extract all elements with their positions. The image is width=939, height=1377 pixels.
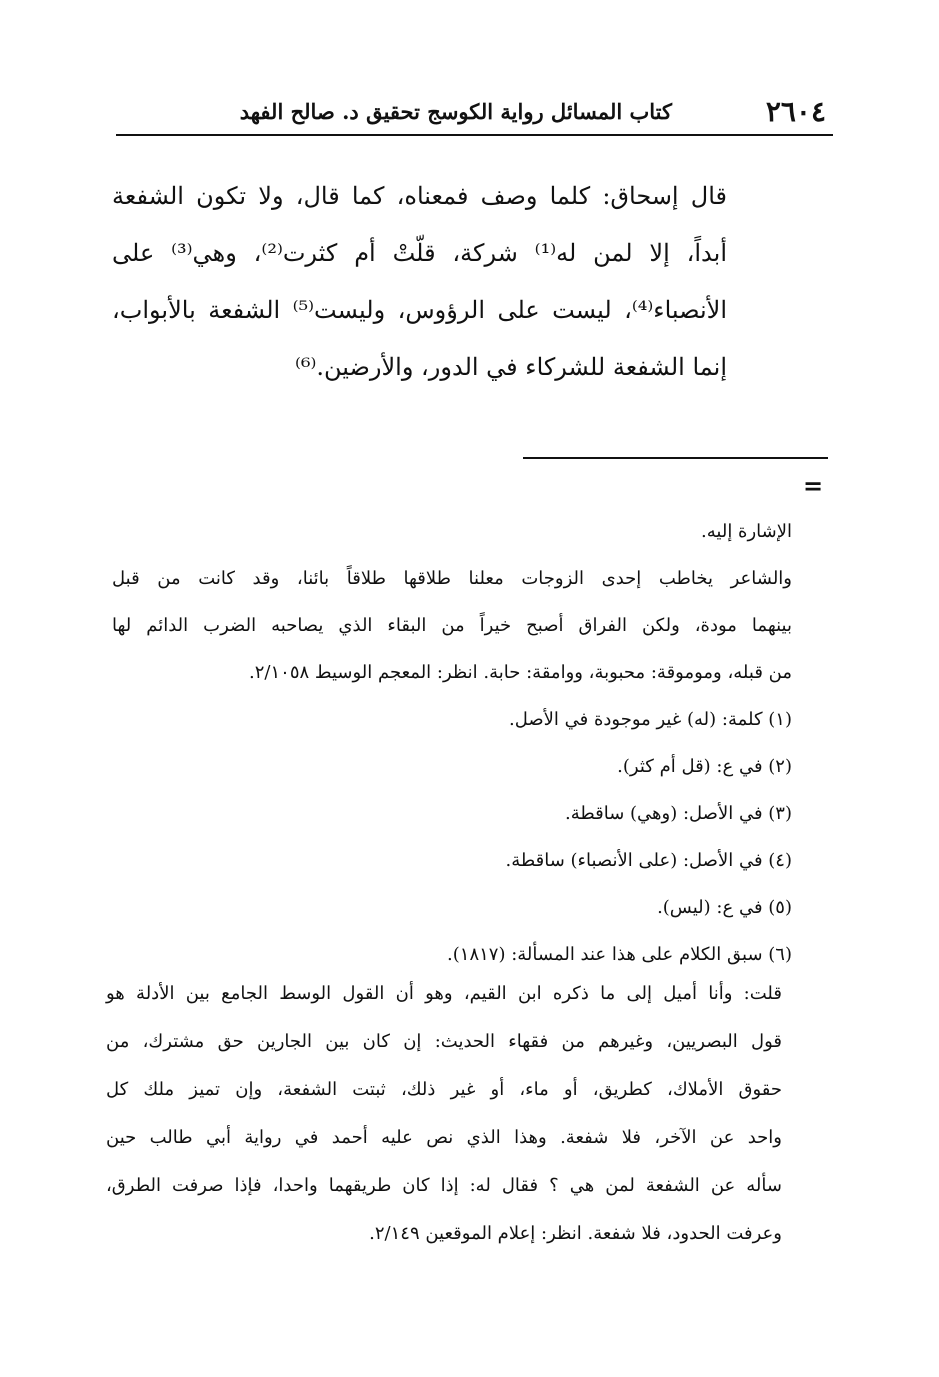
footnote-continued-line: بينهما مودة، ولكن الفراق أصبح خيراً من البقاء الذي يصاحبه الضرب الدائم لها — [112, 615, 792, 636]
main-text-line: أبداً، إلا لمن له⁽¹⁾ شركة، قلّتْ أم كثرت⁽²⁾، وهي⁽³⁾ على — [112, 239, 728, 267]
footnote-6: (٦) سبق الكلام على هذا عند المسألة: (١٨١٧). — [447, 944, 792, 965]
footnote-continuation-mark: = — [803, 472, 824, 500]
page-header — [116, 92, 832, 132]
commentary-line: وعرفت الحدود، فلا شفعة. انظر: إعلام الموقعين ٢/١٤٩. — [369, 1223, 782, 1244]
footnote-continued-line: الإشارة إليه. — [701, 521, 792, 542]
commentary-line: واحد عن الآخر، فلا شفعة. وهذا الذي نص عليه أحمد في رواية أبي طالب حين — [106, 1127, 782, 1148]
page-number: ٢٦٠٤ — [765, 95, 826, 128]
main-text-line: قال إسحاق: كلما وصف فمعناه، كما قال، ولا تكون الشفعة — [112, 182, 727, 210]
commentary-line: قلت: وأنا أميل إلى ما ذكره ابن القيم، وهو أن القول الوسط الجامع بين الأدلة هو — [106, 983, 782, 1004]
editor-commentary — [106, 970, 782, 1258]
footnote-5: (٥) في ع: (ليس). — [657, 897, 792, 918]
main-text-line: الأنصباء⁽⁴⁾، ليست على الرؤوس، وليست⁽⁵⁾ الشفعة بالأبواب، — [112, 296, 727, 324]
commentary-line: قول البصريين، وغيرهم من فقهاء الحديث: إن كان بين الجارين حق مشترك، من — [106, 1031, 782, 1052]
footnote-separator — [523, 457, 828, 459]
footnote-2: (٢) في ع: (قل أم كثر). — [617, 756, 792, 777]
header-rule — [116, 134, 833, 136]
commentary-line: حقوق الأملاك، كطريق، أو ماء، أو غير ذلك، ثبتت الشفعة، وإن تميز ملك كل — [106, 1079, 782, 1100]
running-title: كتاب المسائل رواية الكوسج تحقيق د. صالح الفهد — [239, 99, 672, 124]
commentary-line: سأله عن الشفعة لمن هي ؟ فقال له: إذا كان طريقهما واحدا، فإذا صرفت الطرق، — [106, 1175, 782, 1196]
footnote-3: (٣) في الأصل: (وهي) ساقطة. — [564, 803, 792, 824]
main-text — [112, 168, 727, 396]
footnote-4: (٤) في الأصل: (على الأنصباء) ساقطة. — [505, 850, 792, 871]
main-text-line: إنما الشفعة للشركاء في الدور، والأرضين.⁽⁶⁾ — [294, 353, 727, 381]
footnote-1: (١) كلمة: (له) غير موجودة في الأصل. — [509, 709, 792, 730]
footnotes — [112, 508, 792, 978]
footnote-continued-line: من قبله، وموموقة: محبوبة، ووامقة: حابة. انظر: المعجم الوسيط ٢/١٠٥٨. — [249, 662, 792, 683]
footnote-continued-line: والشاعر يخاطب إحدى الزوجات معلنا طلاقها طلاقاً بائنا، وقد كانت من قبل — [112, 568, 792, 589]
